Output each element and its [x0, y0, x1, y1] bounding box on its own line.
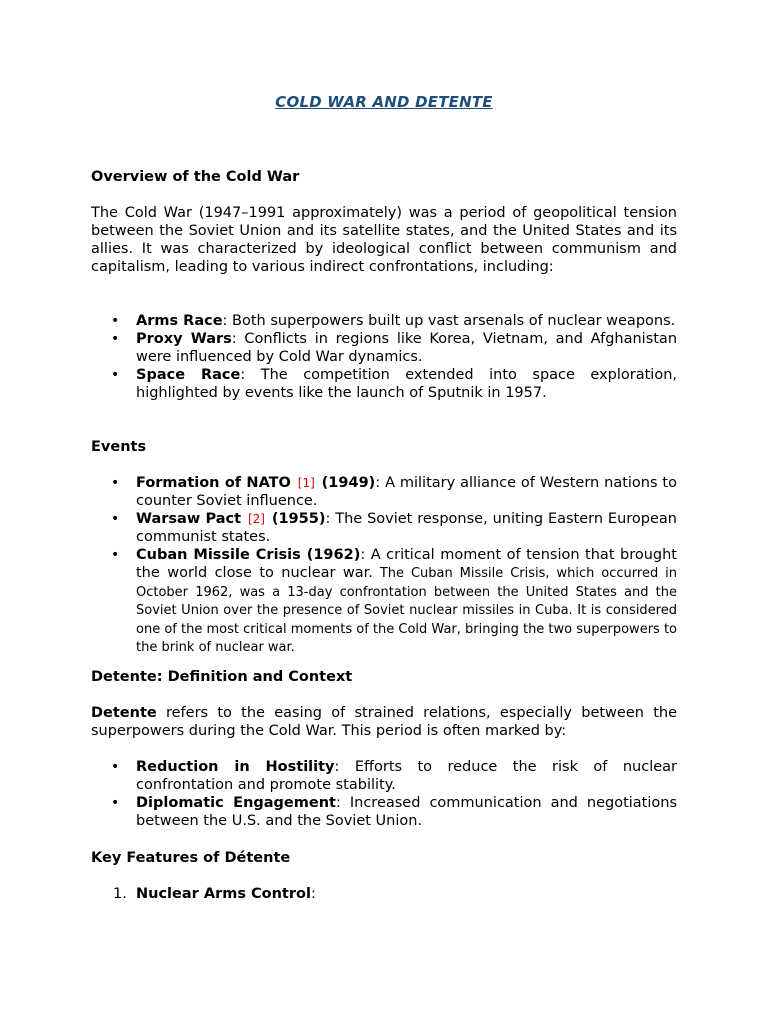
- list-item-detail: The Cuban Missile Crisis, which occurred in October 1962, was a 13-day confrontation between the United States and the Soviet Union over the presence of Soviet nuclear missiles in Cuba. It is considered one of the most critical moments of the Cold War, bringing the two superpowers to the brink of nuclear war.: [136, 566, 677, 656]
- list-item-term: Space Race: [136, 367, 241, 383]
- list-item-year: (1949): [321, 475, 376, 491]
- list-item-text: : The Soviet response, uniting Eastern European communist states.: [136, 511, 677, 545]
- list-item-term: Nuclear Arms Control: [136, 886, 311, 902]
- features-list: [91, 885, 677, 903]
- list-item-year: (1955): [271, 511, 326, 527]
- list-item-term: Arms Race: [136, 313, 223, 329]
- list-item: [91, 546, 677, 657]
- list-item: [91, 510, 677, 546]
- bullet-icon: •: [111, 511, 120, 527]
- list-item-text: : Increased communication and negotiations between the U.S. and the Soviet Union.: [136, 795, 677, 829]
- overview-paragraph: The Cold War (1947–1991 approximately) was a period of geopolitical tension between the Soviet Union and its satellite states, and the United States and its allies. It was characterized by ideological conflict between communism and capitalism, leading to various indirect confrontations, including:: [91, 205, 677, 275]
- list-item-text: : A critical moment of tension that brought the world close to nuclear war.: [136, 547, 677, 581]
- list-item-text: : Both superpowers built up vast arsenals of nuclear weapons.: [222, 313, 676, 329]
- detente-list: [91, 758, 677, 830]
- list-item: [91, 366, 677, 402]
- list-item: [91, 312, 677, 330]
- list-item-term: Proxy Wars: [136, 331, 232, 347]
- detente-heading: Detente: Definition and Context: [91, 669, 353, 685]
- list-item-term: Formation of NATO: [136, 475, 291, 491]
- bullet-icon: •: [111, 759, 120, 775]
- bullet-icon: •: [111, 547, 120, 563]
- list-item-text: : A military alliance of Western nations to counter Soviet influence.: [136, 475, 677, 509]
- list-item-number: 1.: [113, 886, 127, 902]
- detente-paragraph: [91, 704, 677, 740]
- bullet-icon: •: [111, 795, 120, 811]
- overview-heading: Overview of the Cold War: [91, 169, 300, 185]
- list-item: [91, 330, 677, 366]
- bullet-icon: •: [111, 331, 120, 347]
- list-item: [91, 885, 677, 903]
- list-item: [91, 474, 677, 510]
- list-item-text: :: [310, 886, 316, 902]
- detente-term: Detente: [91, 705, 157, 721]
- list-item-text: : Efforts to reduce the risk of nuclear confrontation and promote stability.: [136, 759, 677, 793]
- list-item-text: : Conflicts in regions like Korea, Vietnam, and Afghanistan were influenced by Cold War dynamics.: [136, 331, 678, 365]
- document-title: COLD WAR AND DETENTE: [275, 93, 493, 111]
- list-item-term: Diplomatic Engagement: [136, 795, 336, 811]
- events-list: [91, 474, 677, 657]
- list-item-term: Cuban Missile Crisis (1962): [136, 547, 361, 563]
- features-heading: Key Features of Détente: [91, 850, 291, 866]
- reference-link[interactable]: [1]: [297, 476, 315, 490]
- bullet-icon: •: [111, 367, 120, 383]
- bullet-icon: •: [111, 475, 120, 491]
- detente-text: refers to the easing of strained relations, especially between the superpowers during the Cold War. This period is often marked by:: [91, 705, 677, 739]
- overview-list: [91, 312, 677, 402]
- list-item: [91, 794, 677, 830]
- reference-link[interactable]: [2]: [247, 512, 265, 526]
- events-heading: Events: [91, 439, 147, 455]
- list-item-term: Warsaw Pact: [136, 511, 242, 527]
- list-item: [91, 758, 677, 794]
- list-item-term: Reduction in Hostility: [136, 759, 335, 775]
- list-item-text: : The competition extended into space exploration, highlighted by events like the launch of Sputnik in 1957.: [136, 367, 678, 401]
- bullet-icon: •: [111, 313, 120, 329]
